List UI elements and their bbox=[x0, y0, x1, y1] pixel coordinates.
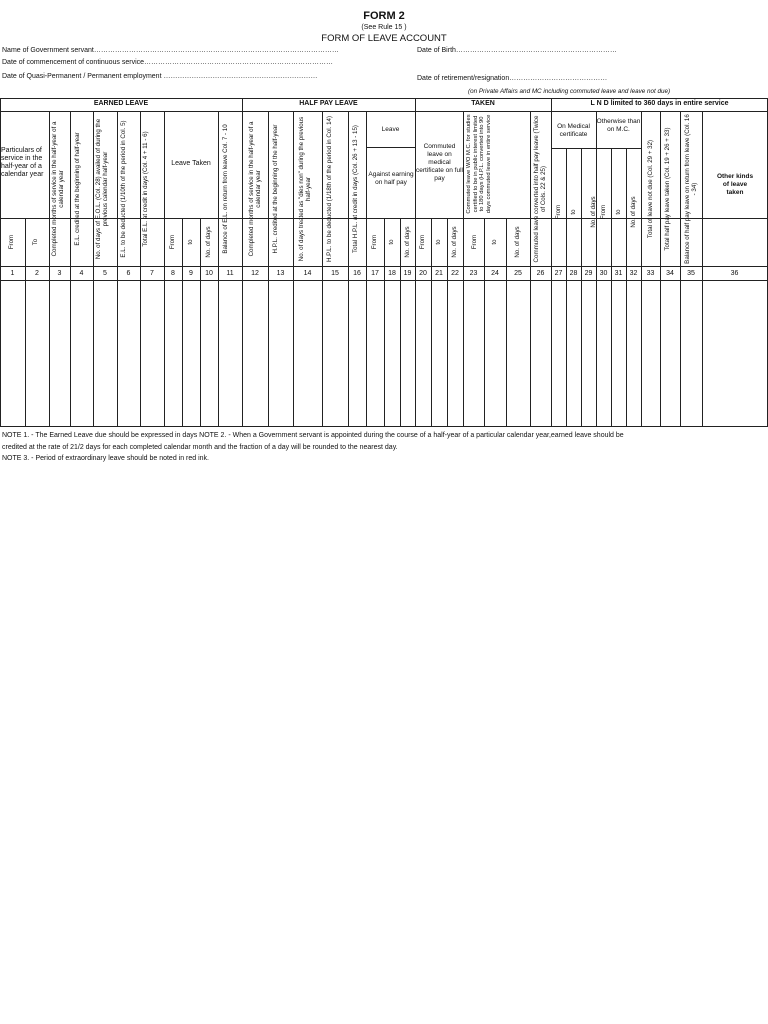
taken-header: TAKEN bbox=[471, 100, 495, 107]
column-number: 11 bbox=[226, 270, 234, 277]
col11-header: Balance of E.L. on return from leave Col. 7 - 10 bbox=[222, 124, 229, 254]
column-number: 9 bbox=[189, 270, 193, 277]
col30-header: From bbox=[600, 204, 607, 220]
column-number: 18 bbox=[388, 270, 396, 277]
leave-taken-header: Leave Taken bbox=[171, 160, 211, 167]
leave-from-header: From bbox=[169, 234, 176, 250]
taken-note: (on Private Affairs and MC including commuted leave and leave not due) bbox=[468, 88, 671, 95]
col13-header: H.P.L. credited at the beginning of the half-year bbox=[272, 124, 279, 254]
col14-header: No. of days treated as "dies non" during the previous half-year bbox=[298, 116, 313, 262]
against-earning-header: Against earning on half pay bbox=[368, 171, 414, 186]
col4-header: E.L. credited at the beginning of half-year bbox=[74, 132, 81, 246]
col35-header: Balance of half pay leave on return from leave (Col. 16 - 34) bbox=[684, 114, 699, 264]
column-number: 5 bbox=[103, 270, 107, 277]
name-field[interactable]: Name of Government servant…………………………………………………………………………………………… bbox=[2, 47, 339, 54]
from-header: From bbox=[8, 234, 15, 250]
column-number: 19 bbox=[403, 270, 412, 277]
quasi-permanent-field[interactable]: Date of Quasi-Permanent / Permanent employment ………………………………………………………… bbox=[2, 73, 318, 80]
column-number: 28 bbox=[569, 270, 578, 277]
to-header: To bbox=[32, 238, 39, 246]
otherwise-header: Otherwise than on M.C. bbox=[596, 118, 641, 133]
col23-from-header: From bbox=[471, 234, 478, 250]
column-number: 32 bbox=[629, 270, 638, 277]
column-number: 25 bbox=[514, 270, 522, 277]
column-number: 34 bbox=[666, 270, 674, 277]
column-number: 26 bbox=[536, 270, 545, 277]
form-subtitle: FORM OF LEAVE ACCOUNT bbox=[321, 33, 447, 44]
col16-header: Total H.P.L. at credit in days (Col. 26 + 13 - 15) bbox=[352, 125, 359, 253]
rule-reference: (See Rule 15 ) bbox=[361, 24, 407, 31]
column-number: 30 bbox=[599, 270, 608, 277]
column-number: 36 bbox=[730, 270, 739, 277]
column-number: 22 bbox=[451, 270, 459, 277]
column-number: 7 bbox=[150, 270, 154, 277]
other-kinds-header: Other kinds of leave taken bbox=[716, 173, 754, 196]
col21-header: to bbox=[435, 239, 442, 245]
col31-header: to bbox=[615, 209, 622, 215]
col23-header: Commuted leave W/O M.C. for studies certified to be in public interest limited to 180 days (H.P.L. converted into 90 days commuted leave in entire service bbox=[466, 114, 492, 214]
commencement-field[interactable]: Date of commencement of continuous service……………………………………………………………………… bbox=[2, 59, 334, 66]
col17-header: From bbox=[371, 234, 378, 250]
col18-header: to bbox=[388, 239, 395, 245]
on-medical-header: On Medical certificate bbox=[557, 123, 590, 138]
column-number: 20 bbox=[419, 270, 427, 277]
commuted-medical-header: Commuted leave on medical certificate on full pay bbox=[416, 143, 463, 182]
col27-header: From bbox=[555, 204, 562, 220]
col3-header: Completed months of service in the half-year of a calendar year bbox=[51, 121, 66, 257]
col15-header: H.P.L. to be deducted (1/18th of the period in Col. 14) bbox=[326, 115, 333, 263]
column-number: 4 bbox=[79, 270, 84, 277]
retirement-field[interactable]: Date of retirement/resignation…………………………………… bbox=[417, 75, 608, 82]
half-pay-leave-header: HALF PAY LEAVE bbox=[299, 100, 358, 107]
particulars-header: Particulars of service in the half-year of a calendar year bbox=[1, 147, 44, 178]
note-1-continued: credited at the rate of 21/2 days for each completed calendar month and the fraction of a day will be rounded to the nearest day. bbox=[2, 444, 398, 451]
column-number: 21 bbox=[435, 270, 443, 277]
col22-header: No. of days bbox=[451, 226, 458, 258]
leave-to-header: to bbox=[187, 239, 194, 245]
col32-header: No. of days bbox=[630, 196, 637, 228]
column-number: 23 bbox=[469, 270, 478, 277]
form-title: FORM 2 bbox=[363, 10, 405, 22]
column-number: 17 bbox=[371, 270, 379, 277]
dob-field[interactable]: Date of Birth…………………………………………………………… bbox=[417, 47, 617, 54]
col6-header: E.L. to be deducted (1/10th of the period in Col. 5) bbox=[120, 120, 127, 258]
column-number: 29 bbox=[584, 270, 593, 277]
column-number: 6 bbox=[126, 270, 131, 277]
column-number: 14 bbox=[303, 270, 312, 277]
column-number: 33 bbox=[646, 270, 655, 277]
column-number: 27 bbox=[554, 270, 563, 277]
col7-header: Total E.L. at credit in days (Col. 4 + 11 - 6) bbox=[142, 131, 149, 247]
column-number: 10 bbox=[205, 270, 213, 277]
column-number: 24 bbox=[491, 270, 499, 277]
col24-header: to bbox=[491, 239, 498, 245]
column-number: 1 bbox=[10, 270, 15, 277]
col29-header: No. of days bbox=[590, 196, 597, 228]
col20-header: From bbox=[419, 234, 426, 250]
column-number: 35 bbox=[687, 270, 695, 277]
column-number: 2 bbox=[35, 270, 39, 277]
note-1: NOTE 1. - The Earned Leave due should be expressed in days NOTE 2. - When a Government servant is appointed during the course of a half-year of a particular calendar year,earned leave should be bbox=[2, 432, 624, 439]
earned-leave-header: EARNED LEAVE bbox=[93, 100, 149, 107]
column-number: 8 bbox=[171, 270, 175, 277]
col25-header: No. of days bbox=[514, 226, 521, 258]
column-number: 13 bbox=[276, 270, 285, 277]
col28-header: to bbox=[570, 209, 577, 215]
column-number: 16 bbox=[353, 270, 361, 277]
col5-header: No. of days of E.O.L. (Col. 28) availed of during the previous calendar half-year bbox=[95, 118, 110, 260]
lnd-header: L N D limited to 360 days in entire service bbox=[590, 100, 729, 107]
col34-header: Total half pay leave taken (Col. 19 + 26 + 33) bbox=[664, 127, 671, 251]
column-number: 15 bbox=[331, 270, 339, 277]
leave-header: Leave bbox=[381, 126, 400, 133]
column-number: 12 bbox=[251, 270, 259, 277]
column-number: 3 bbox=[57, 270, 62, 277]
note-3: NOTE 3. - Period of extraordinary leave should be noted in red ink. bbox=[2, 455, 209, 462]
col33-header: Total of leave not due (Col. 29 + 32) bbox=[647, 139, 654, 239]
column-number: 31 bbox=[614, 270, 623, 277]
col26-header: Commuted leave converted into half pay leave (Twice of Cols. 22 & 25) bbox=[533, 115, 548, 263]
col12-header: Completed months of service in the half-year of a calendar year bbox=[248, 121, 263, 257]
col19-header: No. of days bbox=[404, 226, 411, 258]
leave-days-header: No. of days bbox=[205, 226, 212, 258]
